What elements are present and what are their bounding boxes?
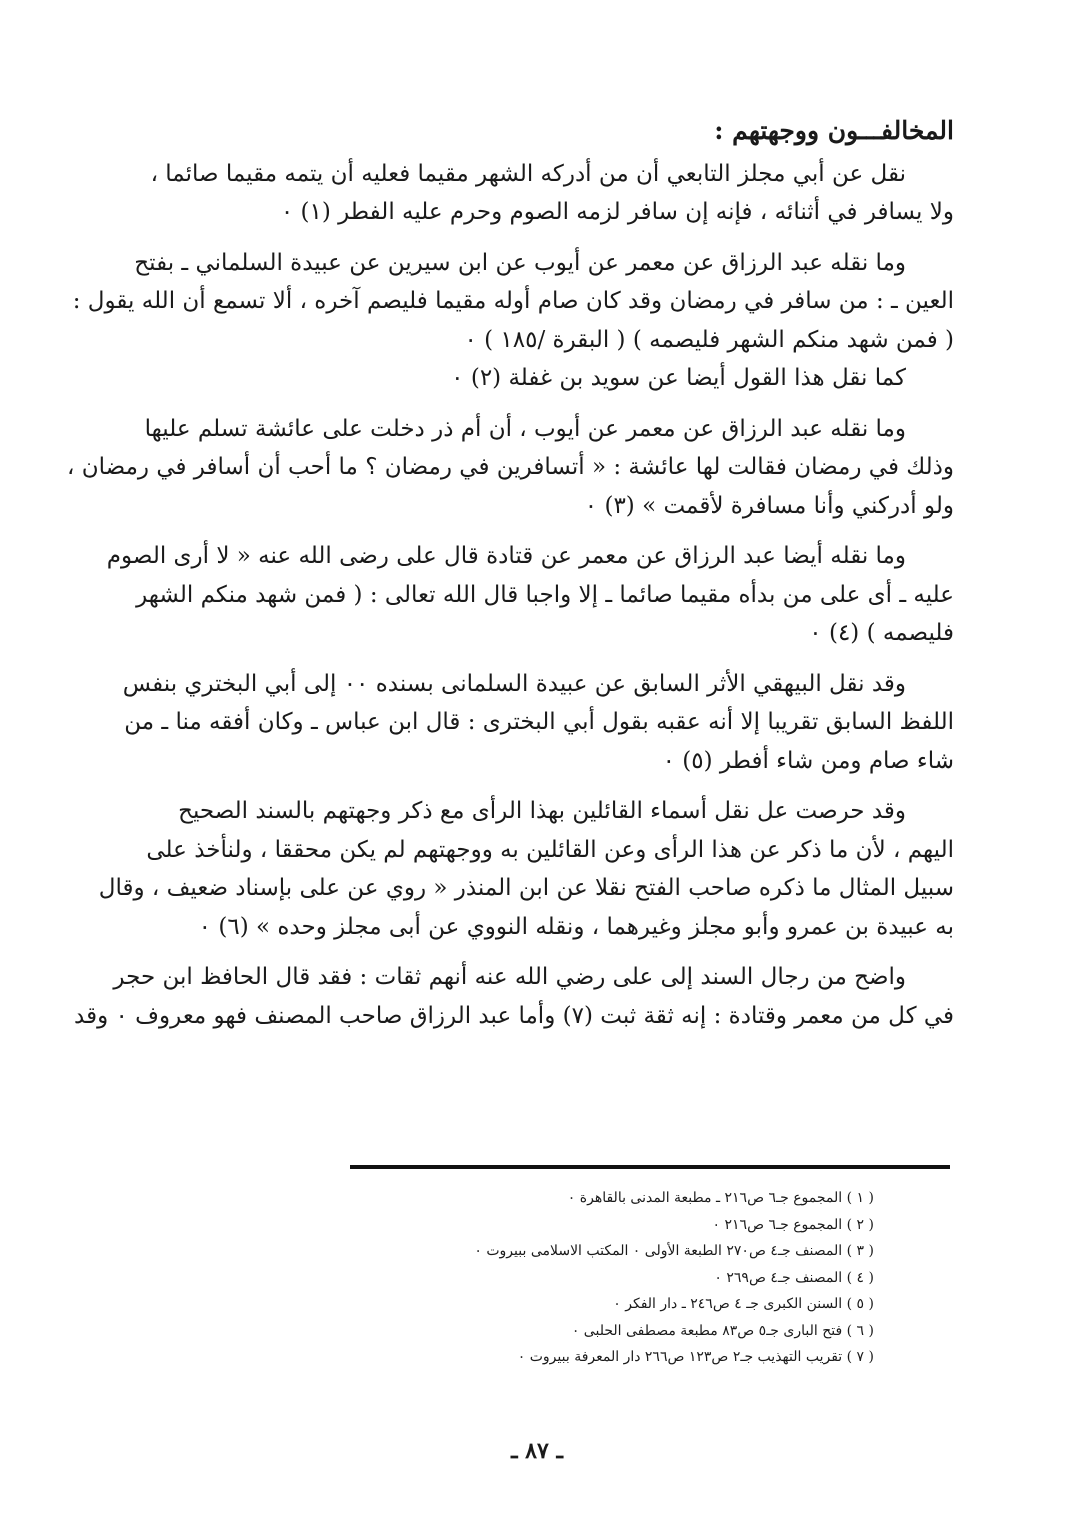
body-text: [67, 112, 954, 1047]
text-line: كما نقل هذا القول أيضا عن سويد بن غفلة (٢) ٠: [451, 365, 906, 391]
text-line: سبيل المثال ما ذكره صاحب الفتح نقلا عن ابن المنذر « روي عن على بإسناد ضعيف ، وقال: [98, 875, 954, 901]
page-number: ـ ٨٧ ـ: [511, 1438, 563, 1464]
text-line: به عبيدة بن عمرو وأبو مجلز وغيرهما ، ونقله النووي عن أبى مجلز وحده » (٦) ٠: [198, 913, 954, 940]
paragraph-8: [74, 958, 954, 1035]
paragraph-2: [72, 244, 954, 360]
paragraph-4: [67, 410, 954, 526]
paragraph-1: [108, 155, 954, 232]
text-line: اللفظ السابق تقريبا إلا أنه عقبه بقول أبي البخترى : قال ابن عباس ـ وكان أفقه منا ـ من: [124, 709, 954, 735]
paragraph-6: [108, 665, 954, 781]
text-line: العين ـ : من سافر في رمضان وقد كان صام أوله مقيما فليصم آخره ، ألا تسمع أن الله يقول :: [72, 288, 954, 314]
text-line: فليصمه ) (٤) ٠: [809, 620, 954, 646]
footnote: ( ٧ ) تقريب التهذيب جـ٢ ص١٢٣ ص٢٦٦ دار المعرفة ببيروت ٠: [517, 1349, 874, 1365]
paragraph-7: [98, 792, 954, 946]
text-line: وذلك في رمضان فقالت لها عائشة : « أتسافرين في رمضان ؟ ما أحب أن أسافر في رمضان ،: [67, 454, 954, 480]
footnote: ( ١ ) المجموع جـ٦ ص٢١٦ ـ مطبعة المدنى بالقاهرة ٠: [567, 1190, 874, 1206]
footnote: ( ٢ ) المجموع جـ٦ ص٢١٦ ٠: [712, 1216, 874, 1233]
text-line: في كل من معمر وقتادة : إنه ثقة ثبت (٧) وأما عبد الرزاق صاحب المصنف فهو معروف ٠ وقد: [74, 1002, 954, 1029]
text-line: وما نقله عبد الرزاق عن معمر عن أيوب عن ابن سيرين عن عبيدة السلماني ـ بفتح: [134, 249, 906, 276]
section-heading: المخالفـــون ووجهتهم :: [714, 116, 954, 145]
text-line: ولو أدركني وأنا مسافرة لأقمت » (٣) ٠: [584, 492, 954, 519]
text-line: شاء صام ومن شاء أفطر (٥) ٠: [662, 747, 954, 774]
footnote: ( ٦ ) فتح البارى جـ٥ ص٨٣ مطبعة مصطفى الحلبى ٠: [571, 1322, 874, 1339]
footnote: ( ٤ ) المصنف جـ٤ ص٢٦٩ ٠: [714, 1269, 874, 1286]
footnote: ( ٥ ) السنن الكبرى جـ ٤ ص٢٤٦ ـ دار الفكر ٠: [613, 1296, 874, 1312]
text-line: اليهم ، لأن ما ذكر عن هذا الرأى وعن القائلين به ووجهتهم لم يكن محققا ، ولنأخذ على: [146, 836, 954, 863]
text-line: عليه ـ أى على من بدأه مقيما صائما ـ إلا واجبا قال الله تعالى : ( فمن شهد منكم الشهر: [136, 581, 954, 608]
text-line: وما نقله عبد الرزاق عن معمر عن أيوب ، أن أم ذر دخلت على عائشة تسلم عليها: [144, 415, 906, 442]
text-line: واضح من رجال السند إلى على رضي الله عنه أنهم ثقات : فقد قال الحافظ ابن حجر: [113, 964, 906, 990]
footnote: ( ٣ ) المصنف جـ٤ ص٢٧٠ الطبعة الأولى ٠ المكتب الاسلامى ببيروت ٠: [474, 1243, 874, 1259]
text-line: وما نقله أيضا عبد الرزاق عن معمر عن قتادة قال على رضى الله عنه « لا أرى الصوم: [106, 543, 906, 569]
text-line: ولا يسافر في أثنائه ، فإنه إن سافر لزمه الصوم وحرم عليه الفطر (١) ٠: [280, 199, 954, 225]
text-line: ( فمن شهد منكم الشهر فليصمه ) ( البقرة /١٨٥ ) ٠: [464, 326, 954, 353]
footnote-divider: [350, 1165, 950, 1169]
text-line: وقد نقل البيهقي الأثر السابق عن عبيدة السلمانى بسنده ٠٠ إلى أبي البختري بنفس: [122, 670, 906, 697]
paragraph-3: [108, 359, 954, 398]
text-line: نقل عن أبي مجلز التابعي أن من أدركه الشهر مقيما فعليه أن يتمه مقيما صائما ،: [150, 160, 906, 187]
paragraph-5: [108, 537, 954, 653]
text-line: وقد حرصت عل نقل أسماء القائلين بهذا الرأى مع ذكر وجهتهم بالسند الصحيح: [178, 798, 906, 824]
footnotes: [314, 1185, 874, 1371]
